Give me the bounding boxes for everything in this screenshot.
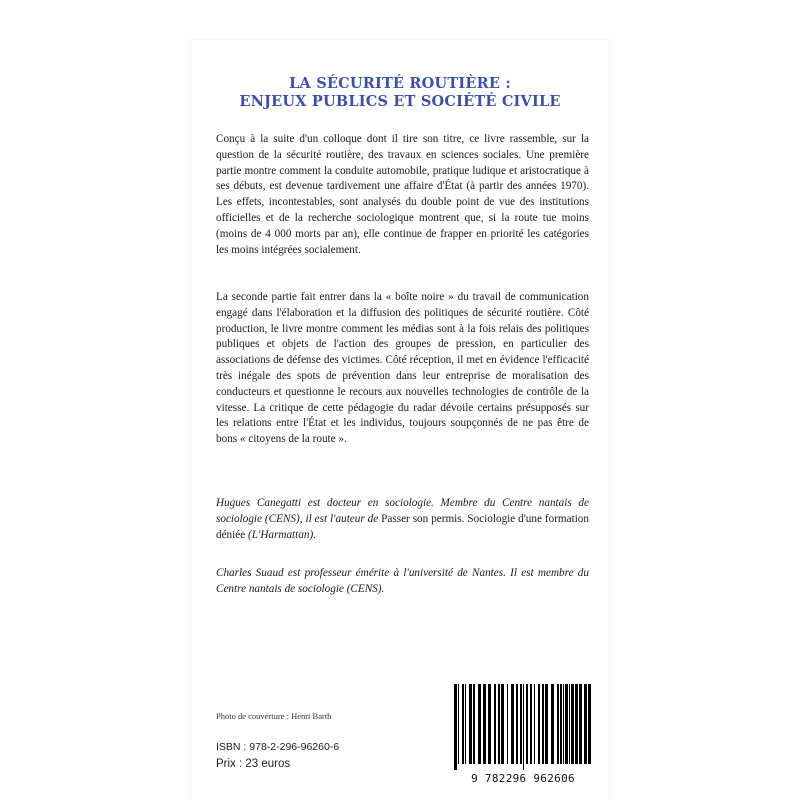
author-bio-2: Charles Suaud est professeur émérite à l'université de Nantes. Il est membre du Centre nantais de sociologie (CENS). [216,567,589,595]
summary-paragraph-1: Conçu à la suite d'un colloque dont il tire son titre, ce livre rassemble, sur la question de la sécurité routière, des travaux en sciences sociales. Une première partie montre comment la conduite automobile, pratique ludique et aristocratique à ses débuts, est devenue tardivement une affaire d'État (à partir des années 1970). Les effets, incontestables, sont analysés du double point de vue des institutions officielles et de la recherche sociologique montrent que, si la route tue moins (moins de 4 000 morts par an), elle continue de frapper en priorité les catégories les moins intégrées socialement. [216,133,589,256]
summary-paragraph-2: La seconde partie fait entrer dans la « boîte noire » du travail de communication engagé dans l'élaboration et la diffusion des politiques de sécurité routière. Côté production, le livre montre comment les médias sont à la fois relais des politiques publiques et objets de l'action des groupes de pression, en particulier des associations de défense des victimes. Côté réception, il met en évidence l'efficacité très inégale des spots de prévention dans leur entreprise de moralisation des conducteurs et questionne le recours aux nouvelles technologies de contrôle de la vitesse. La critique de cette pédagogie du radar dévoile certains présupposés sur les relations entre l'État et les individus, toujours soupçonnés de ne pas être de bons « citoyens de la route ». [216,291,589,446]
barcode [448,684,598,785]
book-title [191,75,609,111]
author-bio-1-book-title: Passer son permis. Sociologie d'une formation déniée [216,512,589,541]
price: Prix : 23 euros [216,758,291,770]
isbn: ISBN : 978-2-296-96260-6 [216,741,340,753]
author-bio-1-publisher: (L'Harmattan). [245,528,316,541]
book-back-cover [191,40,609,800]
author-bio-1-text: Hugues Canegatti est docteur en sociologie. Membre du Centre nantais de sociologie (CENS), il est l'auteur de [216,497,589,525]
title-line-2: ENJEUX PUBLICS ET SOCIÉTÉ CIVILE [239,93,561,110]
cover-photo-credit: Photo de couverture : Henri Barth [216,711,332,721]
author-bio-1 [216,496,589,543]
title-line-1: LA SÉCURITÉ ROUTIÈRE : [289,75,511,92]
barcode-digits: 9 782296 962606 [471,772,575,785]
barcode-bars [448,684,598,770]
